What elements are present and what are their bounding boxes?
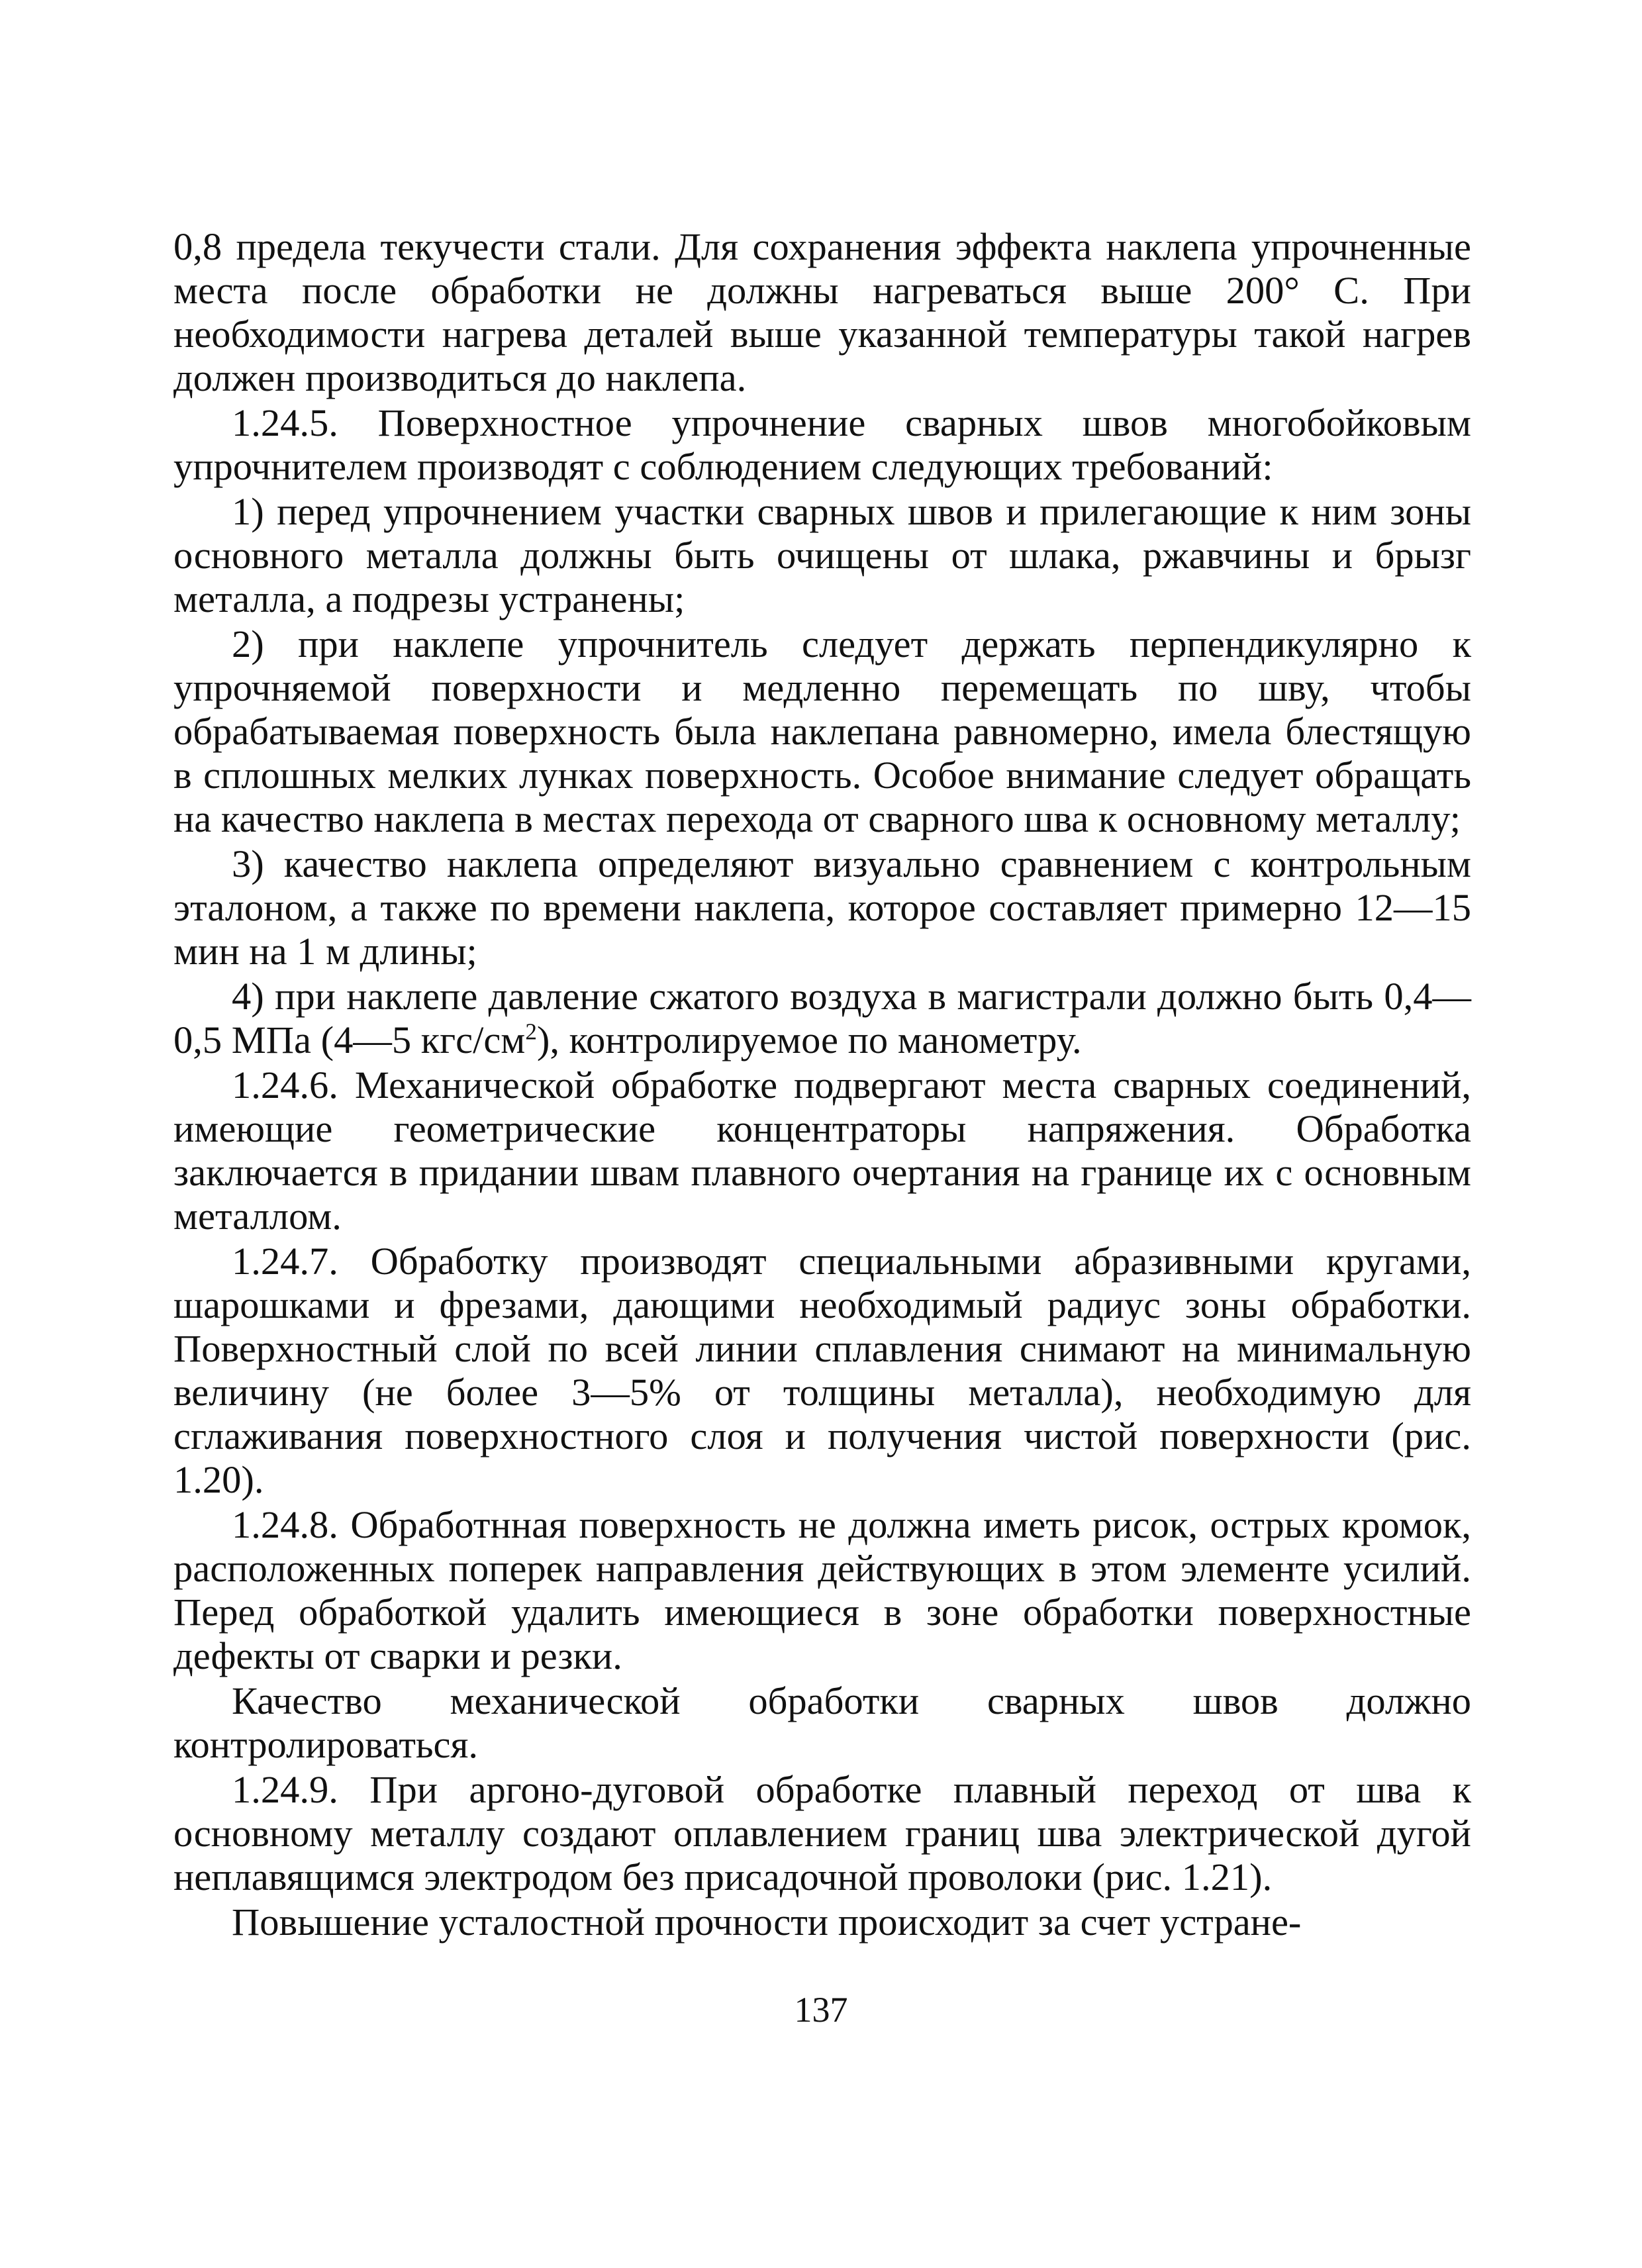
list-item-4 xyxy=(173,975,1471,1062)
paragraph-quality-control: Качество механической обработки сварных швов должно контролироваться. xyxy=(173,1679,1471,1766)
superscript-exponent: 2 xyxy=(525,1018,537,1045)
list-item-2: 2) при наклепе упрочнитель следует держать перпендикулярно к упрочняемой поверхности и медленно перемещать по шву, чтобы обрабатываемая поверхность была наклепана равномерно, имела блестящую в сплошных мелких лунках поверхность. Особое внимание следует обращать на качество наклепа в местах перехода от сварного шва к основному металлу; xyxy=(173,622,1471,840)
paragraph: 0,8 предела текучести стали. Для сохранения эффекта наклепа упрочненные места после обработки не должны нагреваться выше 200° С. При необходимости нагрева деталей выше указанной температуры такой нагрев должен производиться до наклепа. xyxy=(173,225,1471,399)
paragraph-1-24-9: 1.24.9. При аргоно-дуговой обработке плавный переход от шва к основному металлу создают оплавлением границ шва электрической дугой неплавящимся электродом без присадочной проволоки (рис. 1.21). xyxy=(173,1768,1471,1898)
paragraph-1-24-5: 1.24.5. Поверхностное упрочнение сварных швов многобойковым упрочнителем производят с соблюдением следующих требований: xyxy=(173,401,1471,488)
paragraph-fatigue-strength: Повышение усталостной прочности происходит за счет устране- xyxy=(232,1900,1302,1944)
paragraph-1-24-8: 1.24.8. Обработнная поверхность не должна иметь рисок, острых кромок, расположенных поперек направления действующих в этом элементе усилий. Перед обработкой удалить имеющиеся в зоне обработки поверхностные дефекты от сварки и резки. xyxy=(173,1503,1471,1677)
paragraph-1-24-6: 1.24.6. Механической обработке подвергают места сварных соединений, имеющие геометрические концентраторы напряжения. Обработка заключается в придании швам плавного очертания на границе их с основным металлом. xyxy=(173,1063,1471,1238)
paragraph-1-24-7: 1.24.7. Обработку производят специальными абразивными кругами, шарошками и фрезами, дающими необходимый радиус зоны обработки. Поверхностный слой по всей линии сплавления снимают на минимальную величину (не более 3—5% от толщины металла), необходимую для сглаживания поверхностного слоя и получения чистой поверхности (рис. 1.20). xyxy=(173,1240,1471,1501)
list-item-1: 1) перед упрочнением участки сварных швов и прилегающие к ним зоны основного металла должны быть очищены от шлака, ржавчины и брызг металла, а подрезы устранены; xyxy=(173,490,1471,620)
page-body xyxy=(173,225,1471,1944)
page-number: 137 xyxy=(794,1990,848,2030)
list-item-4-text-after: ), контролируемое по манометру. xyxy=(536,1018,1082,1061)
list-item-3: 3) качество наклепа определяют визуально сравнением с контрольным эталоном, а также по времени наклепа, которое составляет примерно 12—15 мин на 1 м длины; xyxy=(173,842,1471,973)
list-item-4-text-before: 4) при наклепе давление сжатого воздуха в магистрали должно быть 0,4—0,5 МПа (4—5 кгс/см xyxy=(173,975,1471,1061)
